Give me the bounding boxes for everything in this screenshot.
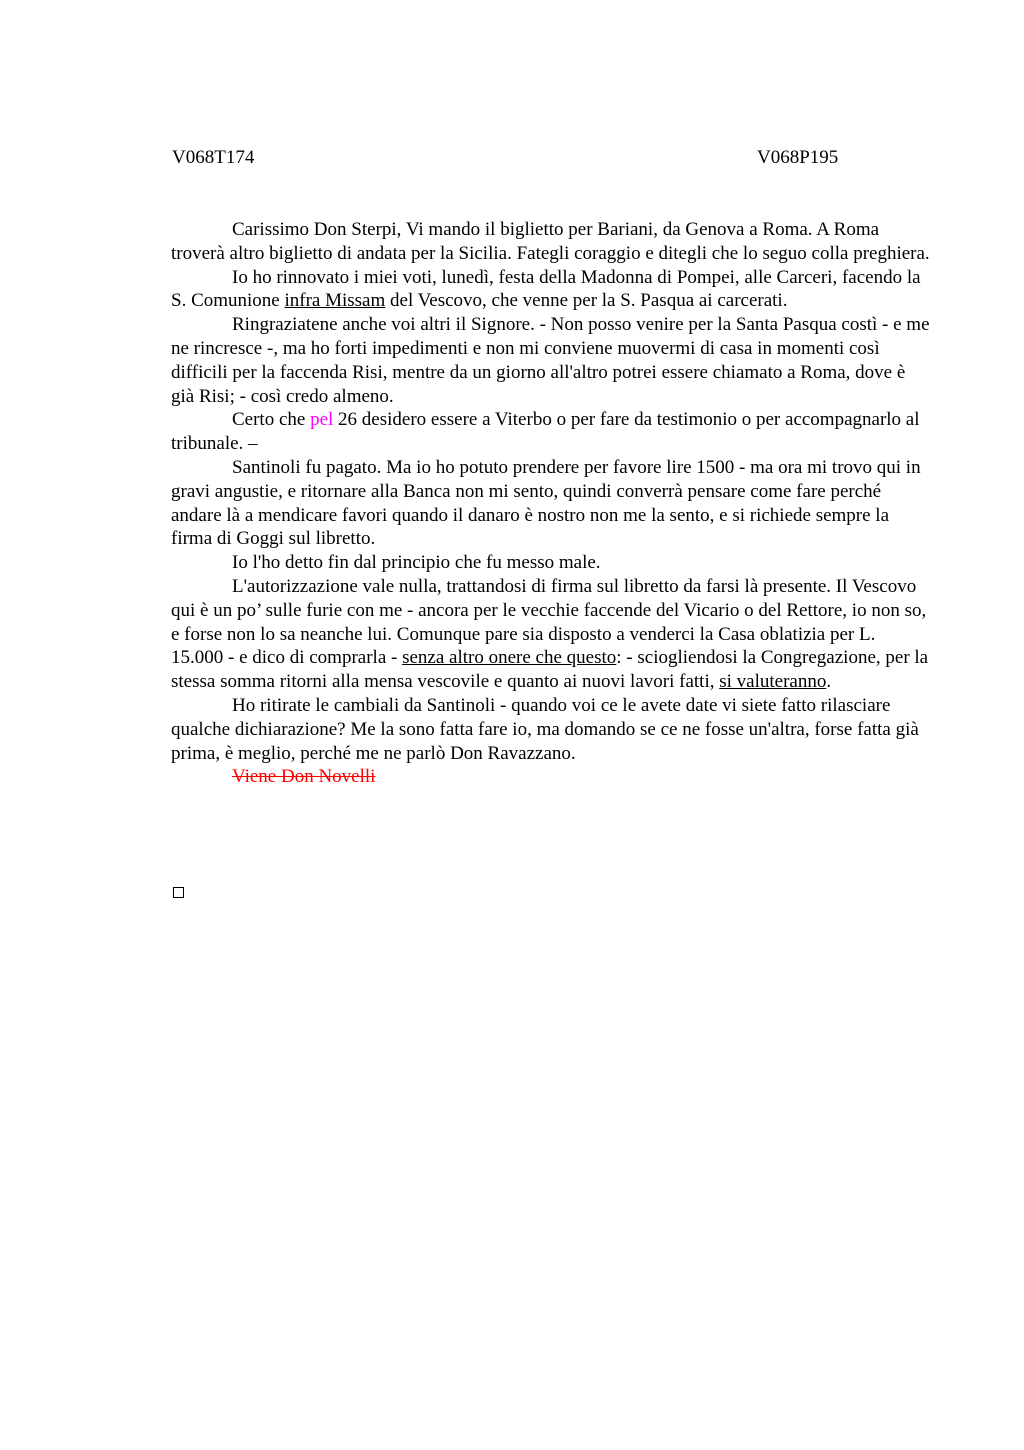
paragraph-4-text-b: 26 desidero essere a Viterbo o per fare da testimonio o per accompagnarlo al tribunale. –	[171, 409, 920, 455]
letter-body	[171, 218, 931, 789]
paragraph-2-text-a: Io ho rinnovato i miei voti, lunedì, festa della Madonna di Pompei, alle Carceri, facendo la S. Comunione	[171, 266, 921, 312]
paragraph-7-text-b: : - sciogliendosi la Congregazione, per la stessa somma ritorni alla mensa vescovile e quanto ai nuovi lavori fatti,	[171, 647, 929, 693]
paragraph-4	[171, 408, 931, 456]
paragraph-2-text-b: del Vescovo, che venne per la S. Pasqua ai carcerati.	[385, 290, 788, 312]
underlined-phrase-si-valuteranno: si valuteranno	[719, 671, 827, 693]
document-code-left: V068T174	[172, 147, 255, 168]
checkbox-square-icon	[173, 887, 184, 898]
paragraph-8: Ho ritirate le cambiali da Santinoli - quando voi ce le avete date vi siete fatto rilasciare qualche dichiarazione? Me la sono fatta fare io, ma domando se ce ne fosse un'altra, forse fatta già prima, è meglio, perché me ne parlò Don Ravazzano.	[171, 694, 919, 764]
highlighted-word-pel: pel	[310, 409, 334, 431]
paragraph-6: Io l'ho detto fin dal principio che fu messo male.	[232, 552, 601, 574]
paragraph-4-text-a: Certo che	[232, 409, 311, 431]
paragraph-5: Santinoli fu pagato. Ma io ho potuto prendere per favore lire 1500 - ma ora mi trovo qui in gravi angustie, e ritornare alla Banca non mi sento, quindi converrà pensare come fare perché andare là a mendicare favori quando il danaro è nostro non me la sento, e si richiede sempre la firma di Goggi sul libretto.	[171, 456, 921, 550]
paragraph-9-deleted	[171, 765, 931, 789]
paragraph-1: Carissimo Don Sterpi, Vi mando il biglietto per Bariani, da Genova a Roma. A Roma troverà altro biglietto di andata per la Sicilia. Fategli coraggio e ditegli che lo seguo colla preghiera.	[171, 219, 930, 264]
underlined-phrase-senza-altro-onere: senza altro onere che questo	[402, 647, 617, 669]
paragraph-3: Ringraziatene anche voi altri il Signore. - Non posso venire per la Santa Pasqua costì - e me ne rincresce -, ma ho forti impedimenti e non mi conviene muovermi di casa in momenti così difficili per la faccenda Risi, mentre da un giorno all'altro potrei essere chiamato a Roma, dove è già Risi; - così credo almeno.	[171, 314, 930, 407]
paragraph-2	[171, 266, 931, 314]
paragraph-7-text-a: L'autorizzazione vale nulla, trattandosi di firma sul libretto da farsi là presente. Il Vescovo qui è un po’ sulle furie con me - ancora per le vecchie faccende del Vicario o del Rettore, io non so, e forse non lo sa neanche lui. Comunque pare sia disposto a venderci la Casa oblatizia per L. 15.000 - e dico di comprarla -	[171, 575, 927, 669]
underlined-phrase-infra-missam: infra Missam	[284, 290, 386, 312]
document-code-right: V068P195	[757, 147, 839, 168]
struck-line-viene-don-novelli: Viene Don Novelli	[232, 766, 376, 788]
paragraph-7-text-c: .	[826, 671, 832, 693]
paragraph-7	[171, 575, 931, 694]
